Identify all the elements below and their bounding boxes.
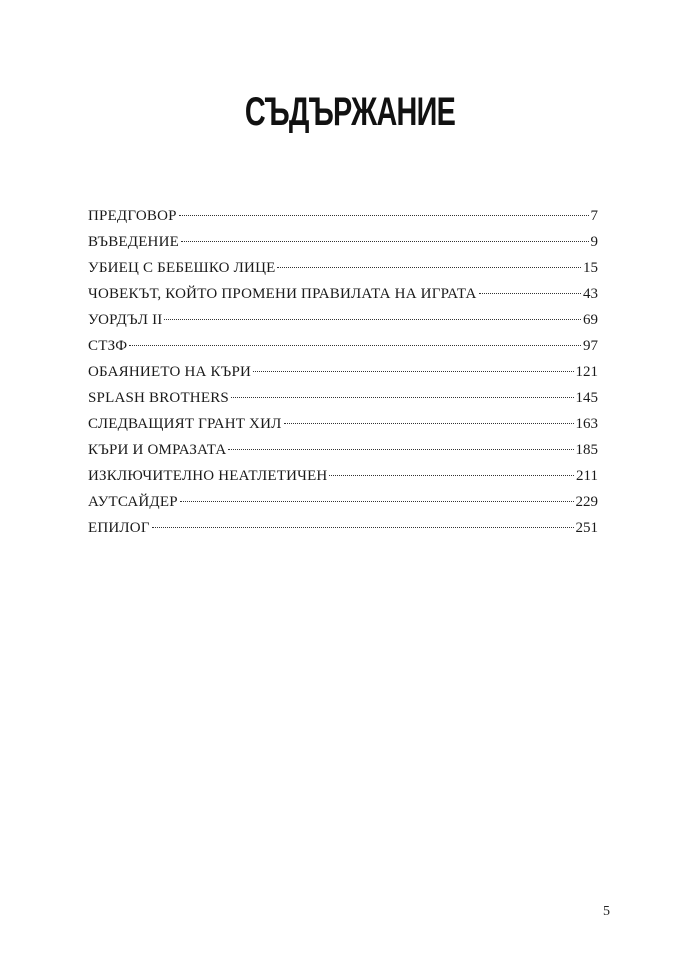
toc-entry-page: 251 xyxy=(575,520,598,536)
toc-entry-title: ЧОВЕКЪТ, КОЙТО ПРОМЕНИ ПРАВИЛАТА НА ИГРАТА xyxy=(88,286,477,302)
toc-entry xyxy=(88,489,598,515)
dot-leader xyxy=(253,371,573,372)
toc-entry-page: 7 xyxy=(590,208,598,224)
toc-entry-title: СТЗФ xyxy=(88,338,128,354)
toc-entry-page: 229 xyxy=(575,494,598,510)
toc-entry-page: 69 xyxy=(583,312,598,328)
toc-entry xyxy=(88,333,598,359)
toc-entry xyxy=(88,515,598,541)
dot-leader xyxy=(231,397,574,398)
page-title: СЪДЪРЖАНИЕ xyxy=(244,90,456,134)
toc-entry xyxy=(88,385,598,411)
dot-leader xyxy=(129,345,581,346)
toc-entry xyxy=(88,307,598,333)
dot-leader xyxy=(179,215,589,216)
toc-entry-title: ВЪВЕДЕНИЕ xyxy=(88,234,179,250)
dot-leader xyxy=(152,527,574,528)
toc-entry-page: 9 xyxy=(590,234,598,250)
toc-entry-page: 185 xyxy=(575,442,598,458)
toc-entry xyxy=(88,463,598,489)
toc-entry xyxy=(88,359,598,385)
page-number: 5 xyxy=(603,904,610,919)
toc-entry-title: КЪРИ И ОМРАЗАТА xyxy=(88,442,227,458)
dot-leader xyxy=(164,319,581,320)
toc-entry-title: АУТСАЙДЕР xyxy=(88,494,178,510)
toc-entry-title: ПРЕДГОВОР xyxy=(88,208,177,224)
toc-entry-page: 145 xyxy=(575,390,598,406)
dot-leader xyxy=(180,501,574,502)
dot-leader xyxy=(181,241,589,242)
dot-leader xyxy=(329,475,574,476)
toc-entry-page: 121 xyxy=(575,364,598,380)
toc-entry-title: SPLASH BROTHERS xyxy=(88,390,229,406)
toc-entry-title: УОРДЪЛ II xyxy=(88,312,163,328)
toc-entry xyxy=(88,437,598,463)
toc-entry xyxy=(88,281,598,307)
toc-entry-title: ОБАЯНИЕТО НА КЪРИ xyxy=(88,364,252,380)
toc-entry-title: УБИЕЦ С БЕБЕШКО ЛИЦЕ xyxy=(88,260,276,276)
toc-entry-page: 15 xyxy=(583,260,598,276)
dot-leader xyxy=(228,449,573,450)
toc-entry-page: 43 xyxy=(583,286,598,302)
table-of-contents xyxy=(88,203,598,541)
toc-entry-page: 97 xyxy=(583,338,598,354)
toc-entry-page: 163 xyxy=(575,416,598,432)
toc-entry-title: СЛЕДВАЩИЯТ ГРАНТ ХИЛ xyxy=(88,416,282,432)
toc-entry xyxy=(88,411,598,437)
toc-entry-title: ЕПИЛОГ xyxy=(88,520,150,536)
dot-leader xyxy=(479,293,581,294)
dot-leader xyxy=(284,423,574,424)
toc-entry-title: ИЗКЛЮЧИТЕЛНО НЕАТЛЕТИЧЕН xyxy=(88,468,328,484)
toc-entry xyxy=(88,229,598,255)
toc-entry-page: 211 xyxy=(576,468,598,484)
toc-entry xyxy=(88,255,598,281)
toc-entry xyxy=(88,203,598,229)
dot-leader xyxy=(277,267,581,268)
